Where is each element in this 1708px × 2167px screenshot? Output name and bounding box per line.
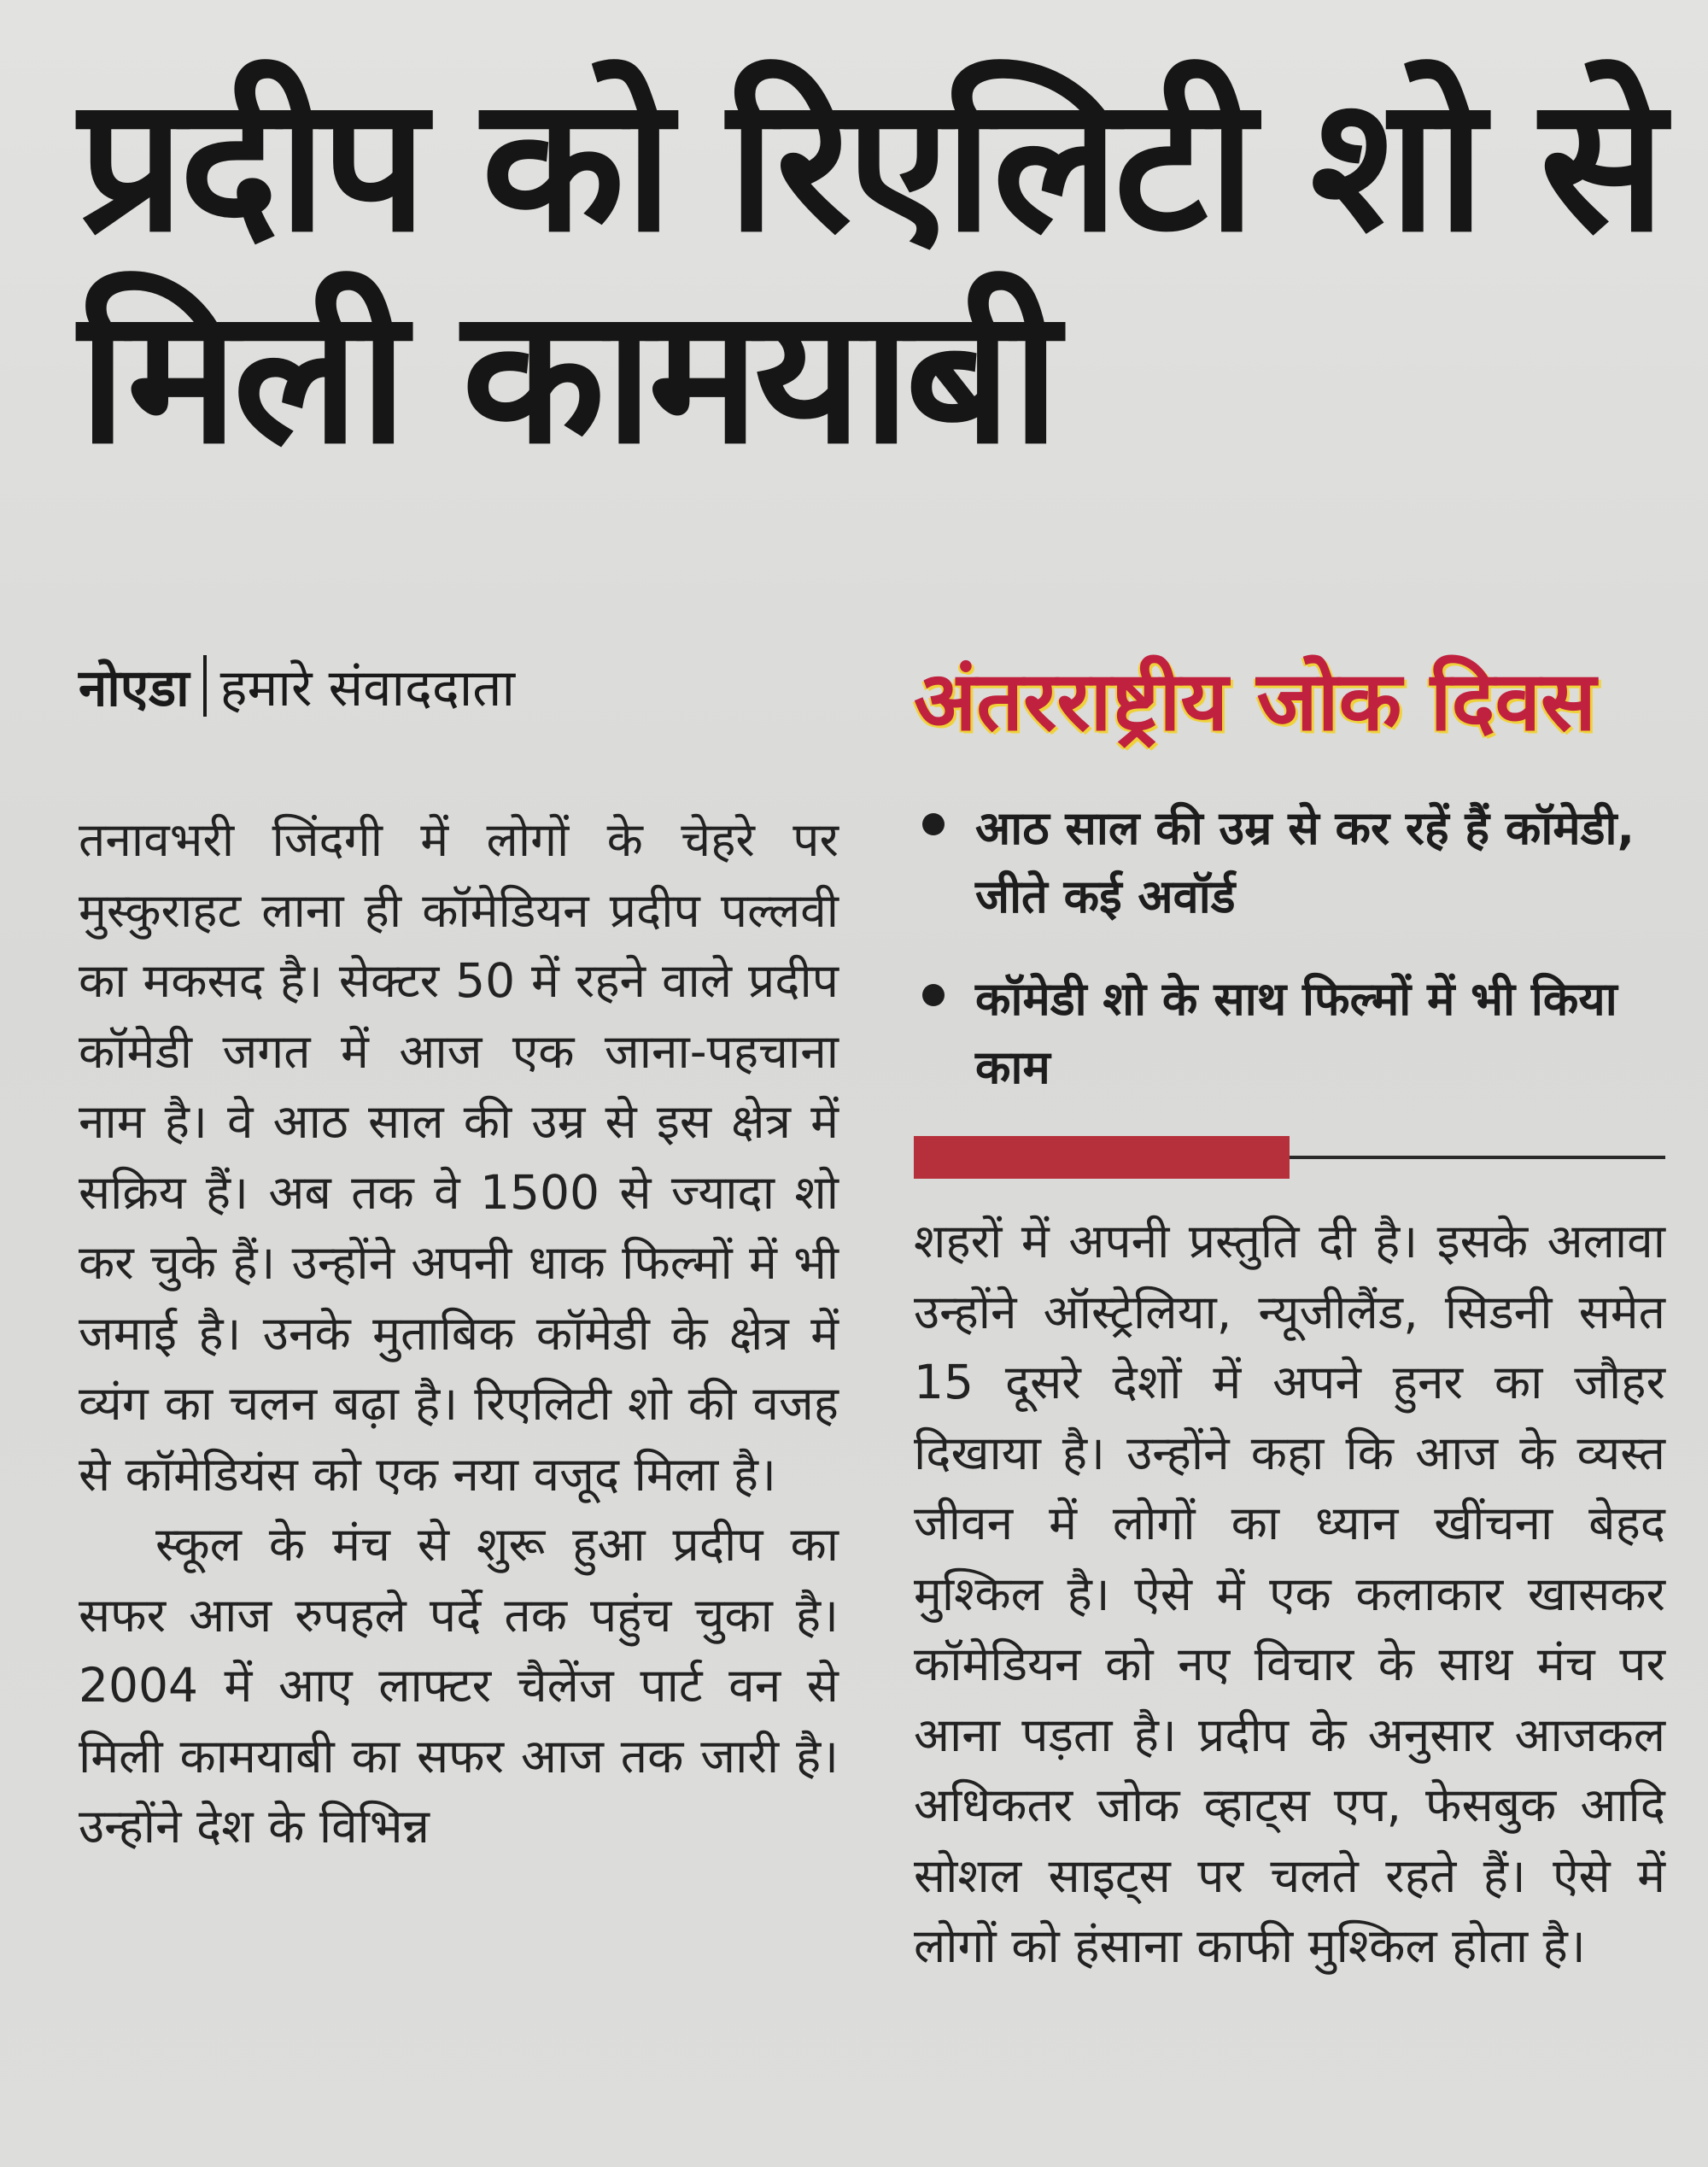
section-divider	[914, 1136, 1665, 1179]
headline: प्रदीप को रिएलिटी शो से मिली कामयाबी	[79, 57, 1661, 485]
bullet-icon	[922, 813, 945, 835]
divider-accent-bar	[914, 1136, 1290, 1179]
divider-rule	[1290, 1156, 1665, 1159]
highlights-list	[914, 794, 1682, 1136]
highlight-text: आठ साल की उम्र से कर रहें हैं कॉमेडी, जीते कई अवॉर्ड	[975, 801, 1635, 923]
dateline-place: नोएडा	[79, 659, 190, 718]
article-paragraph: शहरों में अपनी प्रस्तुति दी है। इसके अलावा उन्होंने ऑस्ट्रेलिया, न्यूजीलैंड, सिडनी समेत 15 दूसरे देशों में अपने हुनर का जौहर दिखाया है। उन्होंने कहा कि आज के व्यस्त जीवन में लोगों का ध्यान खींचना बेहद मुश्किल है। ऐसे में एक कलाकार खासकर कॉमेडियन को नए विचार के साथ मंच पर आना पड़ता है। प्रदीप के अनुसार आजकल अधिकतर जोक व्हाट्स एप, फेसबुक आदि सोशल साइट्स पर चलते रहते हैं। ऐसे में लोगों को हंसाना काफी मुश्किल होता है।	[914, 1214, 1665, 1973]
article-paragraph: स्कूल के मंच से शुरू हुआ प्रदीप का सफर आज रुपहले पर्दे तक पहुंच चुका है। 2004 में आए लाफ्टर चैलेंज पार्ट वन से मिली कामयाबी का सफर आज तक जारी है। उन्होंने देश के विभिन्न	[79, 1517, 839, 1854]
highlight-item	[914, 965, 1682, 1102]
article-column-right	[914, 1206, 1665, 1982]
subhead-international-joke-day: अंतरराष्ट्रीय जोक दिवस	[914, 653, 1596, 749]
highlight-text: कॉमेडी शो के साथ फिल्मों में भी किया काम	[975, 972, 1617, 1094]
dateline-reporter: हमारे संवाददाता	[219, 659, 516, 718]
highlight-item	[914, 794, 1682, 931]
bullet-icon	[922, 984, 945, 1006]
article-paragraph: तनावभरी जिंदगी में लोगों के चेहरे पर मुस्कुराहट लाना ही कॉमेडियन प्रदीप पल्लवी का मकसद है। सेक्टर 50 में रहने वाले प्रदीप कॉमेडी जगत में आज एक जाना-पहचाना नाम है। वे आठ साल की उम्र से इस क्षेत्र में सक्रिय हैं। अब तक वे 1500 से ज्यादा शो कर चुके हैं। उन्होंने अपनी धाक फिल्मों में भी जमाई है। उनके मुताबिक कॉमेडी के क्षेत्र में व्यंग का चलन बढ़ा है। रिएलिटी शो की वजह से कॉमेडियंस को एक नया वजूद मिला है।	[79, 812, 839, 1502]
dateline-separator	[203, 655, 207, 717]
dateline	[79, 651, 515, 721]
article-column-left	[79, 805, 839, 1862]
